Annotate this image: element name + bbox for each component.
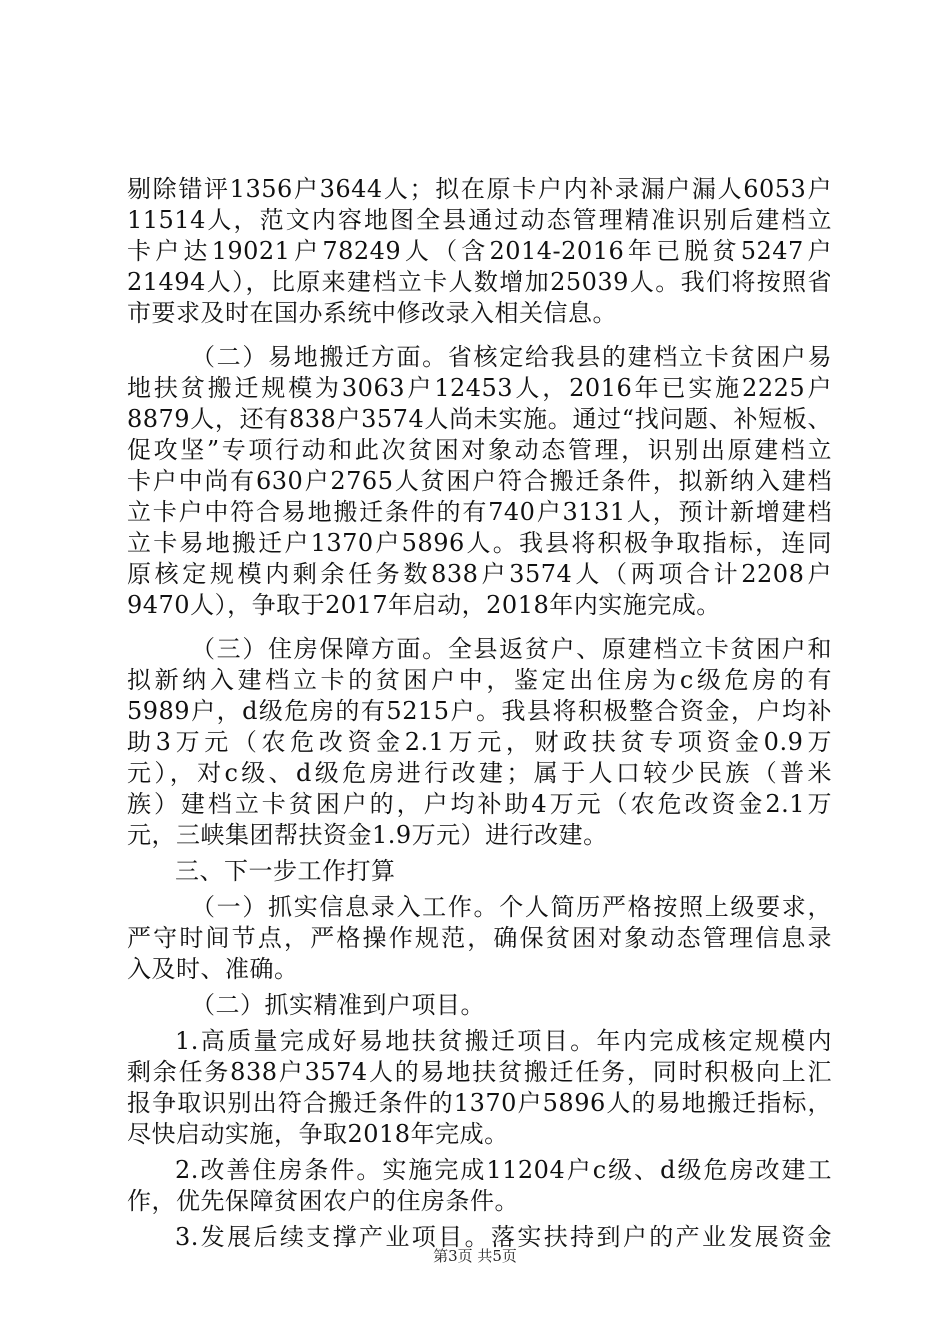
text-line: 2.改善住房条件。实施完成11204户c级、d级危房改建工 — [175, 1156, 832, 1184]
text-line: 立卡户中符合易地搬迁条件的有740户3131人，预计新增建档 — [127, 498, 832, 526]
text-line: 拟新纳入建档立卡的贫困户中，鉴定出住房为c级危房的有 — [127, 666, 832, 694]
text-line: 剩余任务838户3574人的易地扶贫搬迁任务，同时积极向上汇 — [127, 1058, 832, 1086]
text-line: 11514人，范文内容地图全县通过动态管理精准识别后建档立 — [127, 206, 832, 234]
text-line: 3.发展后续支撑产业项目。落实扶持到户的产业发展资金 — [175, 1223, 832, 1251]
text-line: （二）抓实精准到户项目。 — [191, 991, 485, 1019]
text-line: 元，三峡集团帮扶资金1.9万元）进行改建。 — [127, 821, 608, 849]
text-line: 尽快启动实施，争取2018年完成。 — [127, 1120, 509, 1148]
text-line: 原核定规模内剩余任务数838户3574人（两项合计2208户 — [127, 560, 832, 588]
text-line: （一）抓实信息录入工作。个人简历严格按照上级要求， — [191, 893, 832, 921]
text-line: 立卡易地搬迁户1370户5896人。我县将积极争取指标，连同 — [127, 529, 832, 557]
text-line: 入及时、准确。 — [127, 955, 299, 983]
text-line: 9470人），争取于2017年启动，2018年内实施完成。 — [127, 591, 721, 619]
text-line: 族）建档立卡贫困户的，户均补助4万元（农危改资金2.1万 — [127, 790, 832, 818]
text-line: 卡户达19021户78249人（含2014-2016年已脱贫5247户 — [127, 237, 832, 265]
text-line: 卡户中尚有630户2765人贫困户符合搬迁条件，拟新纳入建档 — [127, 467, 832, 495]
text-line: 作，优先保障贫困农户的住房条件。 — [127, 1187, 519, 1215]
text-line: 市要求及时在国办系统中修改录入相关信息。 — [127, 299, 617, 327]
text-line: 1.高质量完成好易地扶贫搬迁项目。年内完成核定规模内 — [175, 1027, 832, 1055]
text-line: 21494人），比原来建档立卡人数增加25039人。我们将按照省 — [127, 268, 832, 296]
text-line: 报争取识别出符合搬迁条件的1370户5896人的易地搬迁指标， — [127, 1089, 832, 1117]
text-line: 5989户，d级危房的有5215户。我县将积极整合资金，户均补 — [127, 697, 832, 725]
text-line: 元），对c级、d级危房进行改建；属于人口较少民族（普米 — [127, 759, 832, 787]
text-line: 促攻坚”专项行动和此次贫困对象动态管理，识别出原建档立 — [127, 436, 832, 464]
text-line: （二）易地搬迁方面。省核定给我县的建档立卡贫困户易 — [191, 343, 832, 371]
text-line: 地扶贫搬迁规模为3063户12453人，2016年已实施2225户 — [127, 374, 832, 402]
text-line: 严守时间节点，严格操作规范，确保贫困对象动态管理信息录 — [127, 924, 832, 952]
text-line: 剔除错评1356户3644人；拟在原卡户内补录漏户漏人6053户 — [127, 175, 832, 203]
text-line: 三、下一步工作打算 — [175, 857, 396, 885]
page-footer: 第3页 共5页 — [433, 1247, 517, 1265]
text-line: （三）住房保障方面。全县返贫户、原建档立卡贫困户和 — [191, 635, 832, 663]
text-line: 8879人，还有838户3574人尚未实施。通过“找问题、补短板、 — [127, 405, 832, 433]
text-line: 助3万元（农危改资金2.1万元，财政扶贫专项资金0.9万 — [127, 728, 832, 756]
